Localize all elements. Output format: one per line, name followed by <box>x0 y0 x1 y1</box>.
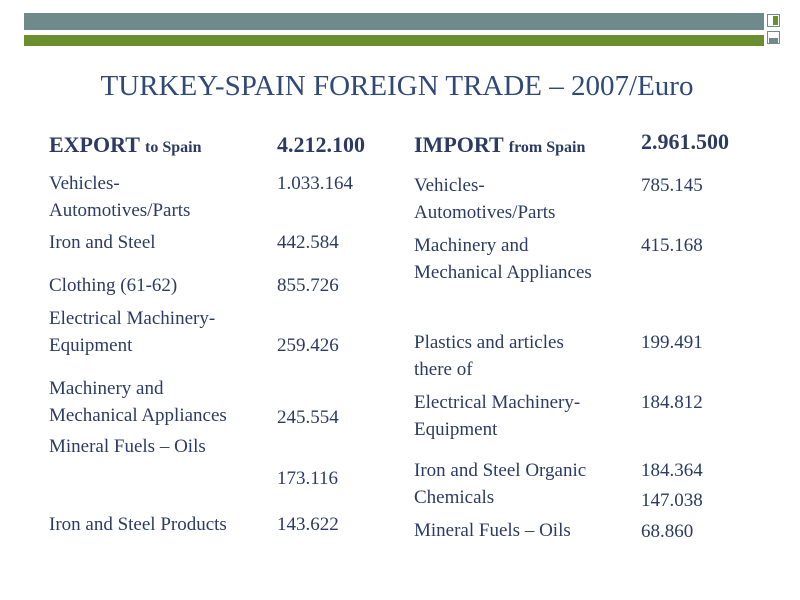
corner-square-icon <box>767 31 780 44</box>
import-item-value: 184.812 <box>641 392 703 413</box>
import-item-label: Mineral Fuels – Oils <box>414 520 571 541</box>
import-item-label: Iron and Steel Organic <box>414 460 587 481</box>
export-total: 4.212.100 <box>277 132 365 157</box>
export-item-value: 173.116 <box>277 468 339 489</box>
import-heading-main: IMPORT <box>414 132 504 157</box>
import-item-label: Mechanical Appliances <box>414 262 592 283</box>
import-item-value: 199.491 <box>641 332 703 353</box>
import-item-label: Plastics and articles <box>414 332 564 353</box>
corner-square-icon <box>767 14 780 27</box>
import-item-value: 785.145 <box>641 175 703 196</box>
import-item-value: 184.364 <box>641 460 703 481</box>
header-accent-bar <box>24 35 764 46</box>
import-total: 2.961.500 <box>641 129 729 154</box>
export-heading-main: EXPORT <box>49 132 140 157</box>
import-item-value: 415.168 <box>641 235 703 256</box>
import-item-label: Machinery and <box>414 235 529 256</box>
export-item-label: Iron and Steel Products <box>49 514 227 535</box>
import-heading <box>414 131 585 161</box>
export-item-value: 442.584 <box>277 232 339 253</box>
import-item-label: Vehicles- <box>414 175 485 196</box>
export-item-label: Iron and Steel <box>49 232 156 253</box>
import-item-label: Electrical Machinery- <box>414 392 581 413</box>
export-item-label: Clothing (61-62) <box>49 275 178 296</box>
export-item-label: Mineral Fuels – Oils <box>49 436 206 457</box>
export-item-label: Vehicles- <box>49 173 120 194</box>
header-bar <box>24 13 764 30</box>
export-item-label: Machinery and <box>49 378 164 399</box>
export-item-label: Mechanical Appliances <box>49 405 227 426</box>
export-item-value: 245.554 <box>277 407 339 428</box>
import-item-label: Chemicals <box>414 487 495 508</box>
import-heading-sub: from Spain <box>508 139 586 156</box>
slide-title: TURKEY-SPAIN FOREIGN TRADE – 2007/Euro <box>100 70 694 102</box>
import-item-label: Automotives/Parts <box>414 202 556 223</box>
export-item-value: 143.622 <box>277 514 339 535</box>
export-heading-sub: to Spain <box>145 139 202 156</box>
export-item-value: 855.726 <box>277 275 339 296</box>
import-item-label: there of <box>414 359 473 380</box>
export-item-label: Automotives/Parts <box>49 200 191 221</box>
export-heading <box>49 131 201 161</box>
export-item-value: 1.033.164 <box>277 173 353 194</box>
export-item-value: 259.426 <box>277 335 339 356</box>
import-item-label: Equipment <box>414 419 498 440</box>
import-item-value: 147.038 <box>641 490 703 511</box>
export-item-label: Equipment <box>49 335 133 356</box>
import-item-value: 68.860 <box>641 521 694 542</box>
export-item-label: Electrical Machinery- <box>49 308 216 329</box>
